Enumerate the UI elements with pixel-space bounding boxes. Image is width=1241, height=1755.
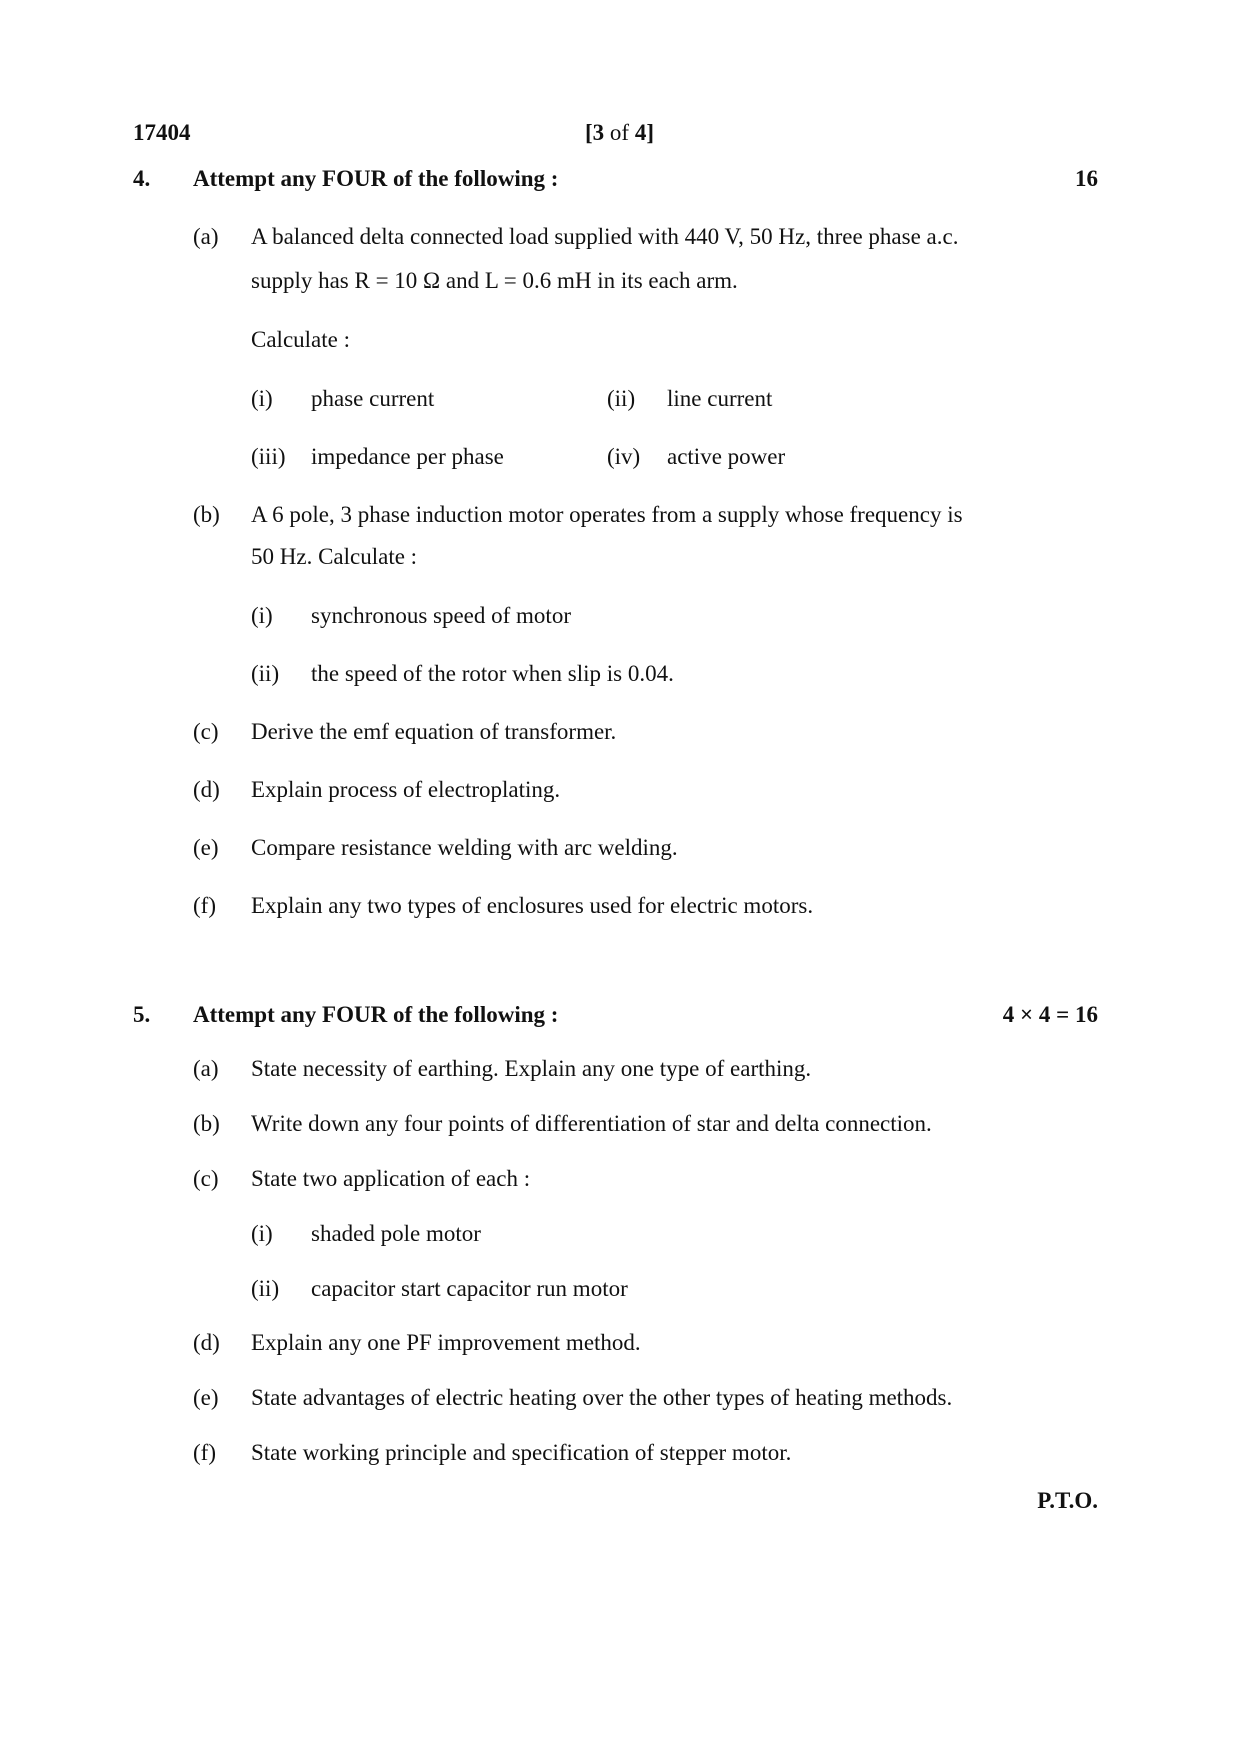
- q4b-i-text: synchronous speed of motor: [311, 603, 571, 628]
- q4a-line2: supply has R = 10 Ω and L = 0.6 mH in its each arm.: [251, 268, 738, 293]
- q4e-label: (e): [193, 835, 219, 860]
- q5b-label: (b): [193, 1111, 220, 1136]
- q4b-ii-text: the speed of the rotor when slip is 0.04.: [311, 661, 674, 686]
- q5c-i-text: shaded pole motor: [311, 1221, 481, 1246]
- q5c-ii-label: (ii): [251, 1276, 280, 1301]
- q4d-label: (d): [193, 777, 220, 802]
- pto-label: P.T.O.: [1037, 1488, 1098, 1513]
- q4c-label: (c): [193, 719, 219, 744]
- q4d-text: Explain process of electroplating.: [251, 777, 561, 802]
- q4f-text: Explain any two types of enclosures used for electric motors.: [251, 893, 814, 918]
- q4-heading: Attempt any FOUR of the following :: [193, 166, 559, 191]
- q4a-ii-text: line current: [667, 386, 773, 411]
- q5e-text: State advantages of electric heating over the other types of heating methods.: [251, 1385, 953, 1410]
- q4a-i-label: (i): [251, 386, 273, 411]
- q4b-line2: 50 Hz. Calculate :: [251, 544, 418, 569]
- q5d-text: Explain any one PF improvement method.: [251, 1330, 641, 1355]
- page-of: of: [604, 120, 635, 145]
- q4-number: 4.: [133, 166, 151, 191]
- page-indicator: [3 of 4]: [585, 120, 655, 145]
- q4a-iv-text: active power: [667, 444, 786, 469]
- q5c-i-label: (i): [251, 1221, 273, 1246]
- q4a-iii-text: impedance per phase: [311, 444, 504, 469]
- q5a-label: (a): [193, 1056, 219, 1081]
- page-current: 3: [592, 120, 605, 145]
- q4b-ii-label: (ii): [251, 661, 280, 686]
- q5-heading: Attempt any FOUR of the following :: [193, 1002, 559, 1027]
- q4a-ii-label: (ii): [607, 386, 636, 411]
- q4b-line1: A 6 pole, 3 phase induction motor operates from a supply whose frequency is: [251, 502, 963, 527]
- q5c-text: State two application of each :: [251, 1166, 531, 1191]
- q5-number: 5.: [133, 1002, 151, 1027]
- q5f-text: State working principle and specification of stepper motor.: [251, 1440, 792, 1465]
- q4b-i-label: (i): [251, 603, 273, 628]
- page-total: 4: [634, 120, 647, 145]
- q5c-label: (c): [193, 1166, 219, 1191]
- q4e-text: Compare resistance welding with arc welding.: [251, 835, 678, 860]
- q5b-text: Write down any four points of differentiation of star and delta connection.: [251, 1111, 932, 1136]
- q5a-text: State necessity of earthing. Explain any one type of earthing.: [251, 1056, 812, 1081]
- paper-code: 17404: [133, 120, 191, 145]
- q4a-line1: A balanced delta connected load supplied with 440 V, 50 Hz, three phase a.c.: [251, 224, 959, 249]
- q4a-iii-label: (iii): [251, 444, 286, 469]
- q5f-label: (f): [193, 1440, 216, 1465]
- q4a-calculate: Calculate :: [251, 327, 350, 352]
- q5c-ii-text: capacitor start capacitor run motor: [311, 1276, 628, 1301]
- q4a-i-text: phase current: [311, 386, 435, 411]
- q4-marks: 16: [1075, 166, 1098, 191]
- q4b-label: (b): [193, 502, 220, 527]
- q4a-iv-label: (iv): [607, 444, 641, 469]
- q5d-label: (d): [193, 1330, 220, 1355]
- q5-marks: 4 × 4 = 16: [1002, 1002, 1098, 1027]
- q4a-label: (a): [193, 224, 219, 249]
- q4f-label: (f): [193, 893, 216, 918]
- q5e-label: (e): [193, 1385, 219, 1410]
- q4c-text: Derive the emf equation of transformer.: [251, 719, 617, 744]
